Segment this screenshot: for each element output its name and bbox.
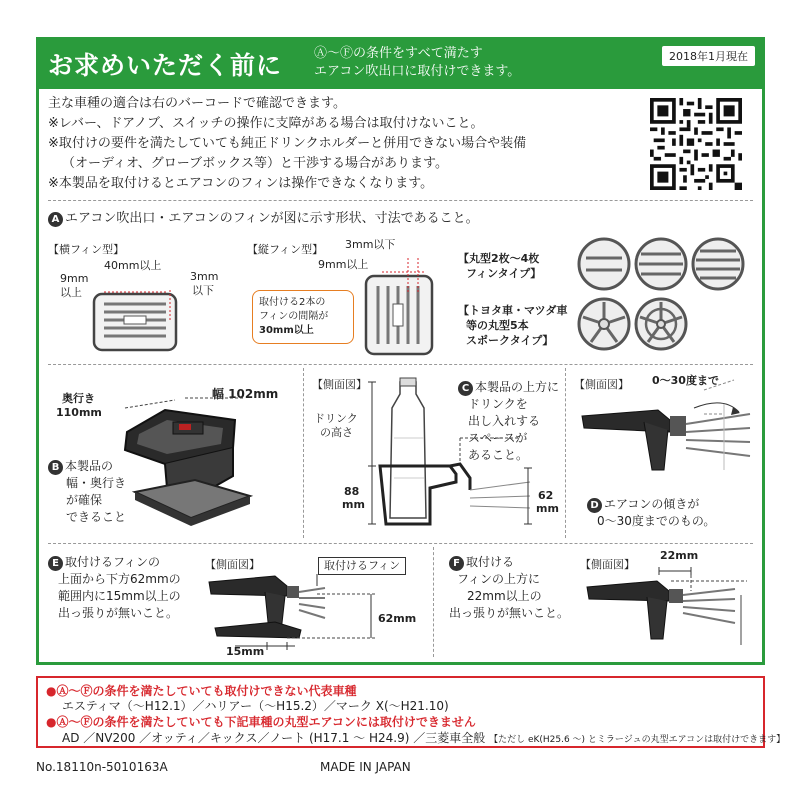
section-d-line: エアコンの傾きが [604,497,700,511]
warning-cars-2-note: 【ただし eK(H25.6 ～) とミラージュの丸型エアコンは取付けできます】 [489,735,786,745]
badge-b: B [48,460,63,475]
fin-callout: 取付けるフィン [318,557,406,575]
section-f-line: 22mm以上の [467,589,542,603]
header-subtitle-line2: エアコン吹出口に取付けできます。 [314,64,521,79]
note-line: ※取付けの要件を満たしていても純正ドリンクホルダーと併用できない場合や装備 [48,136,527,151]
date-badge: 2018年1月現在 [662,46,755,66]
upper-clearance-diagram [585,565,755,655]
warning-cars-2 [62,729,785,746]
dim-62-value: 62 [538,489,554,502]
dim-15mm: 15mm [226,645,265,658]
section-b-line: が確保 [66,493,103,507]
badge-c: C [458,381,473,396]
tilt-side-view-diagram [574,390,754,490]
section-a-text: エアコン吹出口・エアコンのフィンが図に示す形状、寸法であること。 [65,211,479,226]
dim-depth-limit: 以下 [192,284,214,297]
divider [48,200,753,201]
note-line: ※本製品を取付けるとエアコンのフィンは操作できなくなります。 [48,176,434,191]
dim-vertical-side: 9mm以上 [318,258,369,271]
section-c-line: あること。 [468,448,529,462]
bubble-line: 30mm以上 [259,325,314,336]
round-vent-spoke-ring-icon [633,296,689,352]
section-e-line: 出っ張りが無いこと。 [58,606,179,620]
section-b-line: できること [66,510,127,524]
made-in-label: MADE IN JAPAN [320,760,411,774]
notes-list [48,94,526,194]
page-title: お求めいただく前に [48,51,283,80]
badge-a: A [48,212,63,227]
badge-e: E [48,556,63,571]
section-e-line: 取付けるフィンの [65,555,161,569]
depth-label-2: 110mm [56,406,102,419]
vertical-fin-label: 【縦フィン型】 [247,243,324,256]
angle-label: 0～30度まで [652,374,719,387]
round-spoke-label-2: 等の丸型5本 [466,319,529,332]
section-b-text [48,458,126,526]
dim-vertical-top: 3mm以下 [345,238,396,251]
dim-62mm: 62mm [378,612,417,625]
section-c-side-view: 【側面図】 [312,378,367,391]
note-line: 主な車種の適合は右のバーコードで確認できます。 [48,96,346,111]
drink-height-label-1: ドリンク [314,412,358,425]
width-label: 幅 102mm [212,387,279,401]
section-e-line: 上面から下方62mmの [58,572,181,586]
dim-22mm: 22mm [660,549,699,562]
section-a-heading [48,207,479,227]
round-vent-4fin-icon [690,236,746,292]
dim-height-limit: 以上 [60,286,82,299]
section-e-side-view: 【側面図】 [205,558,260,571]
section-c-line: 本製品の上方に [475,380,560,394]
dim-width: 40mm以上 [104,259,162,272]
round-vent-2fin-icon [576,236,632,292]
depth-label-1: 奥行き [62,392,95,405]
dim-88-unit: mm [342,498,365,511]
section-e-text [48,554,181,622]
dim-62-unit: mm [536,502,559,515]
horizontal-fin-label: 【横フィン型】 [48,243,125,256]
horizontal-fin-vent-icon [90,290,180,354]
badge-f: F [449,556,464,571]
dim-height-value: 9mm [60,272,89,285]
drink-height-label-2: の高さ [320,426,353,439]
section-b-line: 本製品の [65,459,114,473]
section-b-line: 幅・奥行き [66,476,127,490]
round-vent-spoke-icon [576,296,632,352]
section-d-side-view: 【側面図】 [574,378,629,391]
vertical-fin-vent-icon [362,272,436,358]
header-subtitle-line1: Ⓐ～Ⓕの条件をすべて満たす [314,46,483,61]
divider [48,543,753,544]
round-two-four-label-2: フィンタイプ】 [466,267,542,280]
section-f-text [449,554,569,622]
header-subtitle [314,45,520,81]
section-d-line: 0～30度までのもの。 [597,514,716,528]
divider [433,547,434,657]
fin-clearance-diagram [205,572,375,662]
dim-88-value: 88 [344,485,360,498]
header-bar [36,37,765,89]
section-c-line: ドリンクを [468,397,528,411]
section-f-side-view: 【側面図】 [580,558,635,571]
round-spoke-label-3: スポークタイプ】 [466,334,554,347]
note-line: （オーディオ、グローブボックス等）と干渉する場合があります。 [62,156,448,171]
section-f-line: 出っ張りが無いこと。 [449,606,570,620]
section-c-line: 出し入れする [468,414,541,428]
warning-cars-2-list: AD ／NV200 ／オッティ／キックス／ノート (H17.1 ～ H24.9) ／三菱車全般 [62,731,486,745]
dim-depth-value: 3mm [190,270,219,283]
divider [48,364,753,365]
section-c-text [458,379,559,464]
section-d-text [587,496,715,530]
drink-holder-product-image [105,392,255,527]
divider [565,368,566,538]
section-f-line: 取付ける [466,555,515,569]
section-e-line: 範囲内に15mm以上の [58,589,181,603]
qr-code-icon[interactable] [650,98,742,190]
section-f-line: フィンの上方に [457,572,541,586]
warning-heading-1: ●Ⓐ～Ⓕの条件を満たしていても取付けできない代表車種 [46,684,357,698]
badge-d: D [587,498,602,513]
round-vent-3fin-icon [633,236,689,292]
section-c-line: スペースが [468,431,528,445]
note-line: ※レバー、ドアノブ、スイッチの操作に支障がある場合は取付けないこと。 [48,116,484,131]
divider [303,368,304,538]
bubble-line: フィンの間隔が [259,311,329,322]
round-spoke-label-1: 【トヨタ車・マツダ車 [458,304,568,317]
round-two-four-label-1: 【丸型2枚～4枚 [458,252,540,265]
warning-cars-1: エスティマ（～H12.1）／ハリアー（～H15.2）／マーク X(～H21.10) [62,699,449,713]
product-number: No.18110n-5010163A [36,760,168,774]
warning-heading-2: ●Ⓐ～Ⓕの条件を満たしていても下記車種の丸型エアコンには取付けできません [46,715,476,729]
fin-spacing-bubble [252,290,354,344]
bubble-line: 取付ける2本の [259,297,326,308]
